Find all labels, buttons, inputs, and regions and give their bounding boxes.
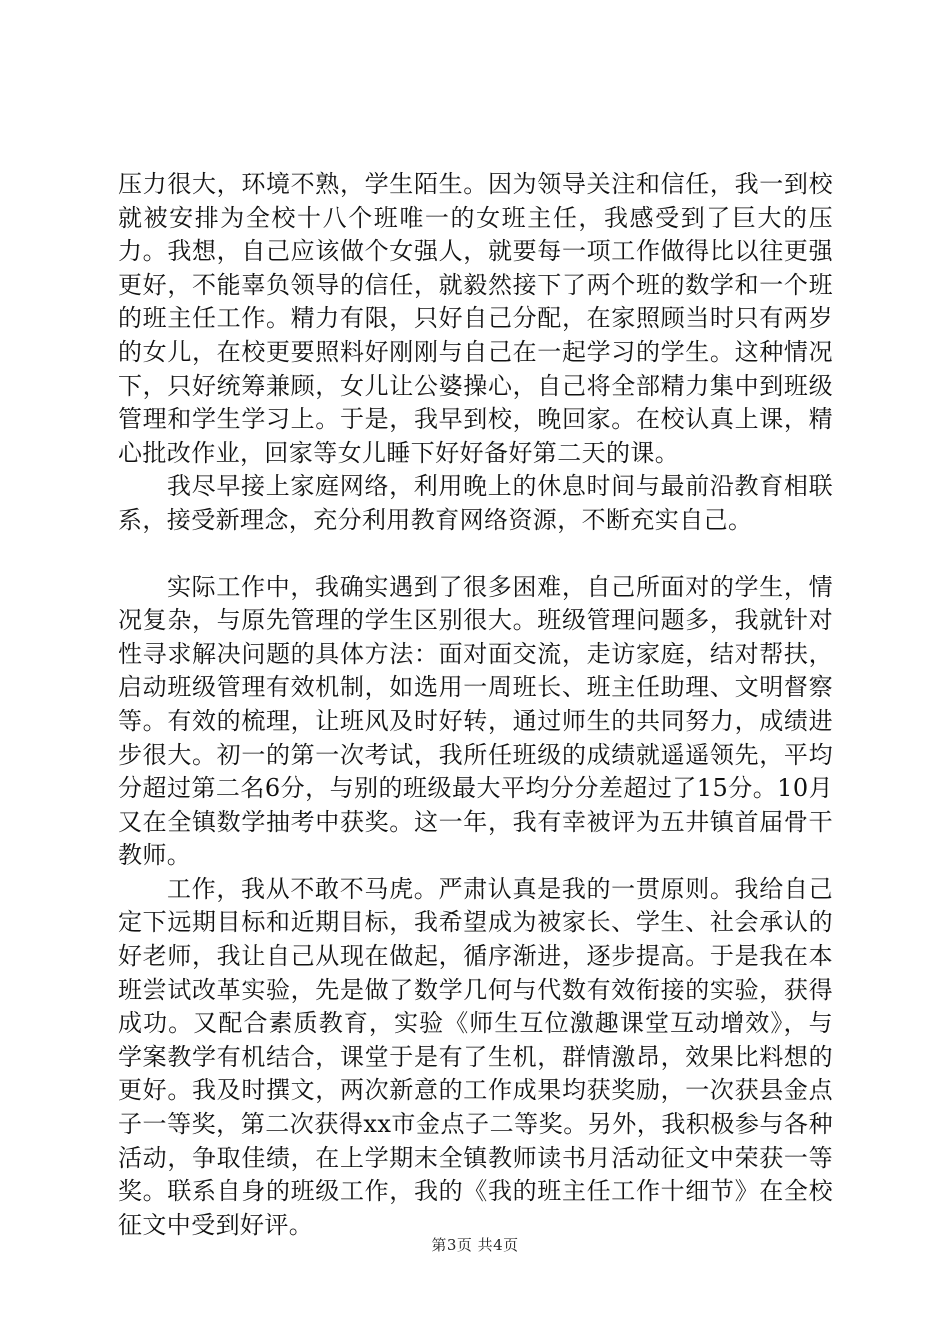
page-number-footer: 第3页 共4页 <box>431 1236 519 1254</box>
document-body <box>118 168 833 1242</box>
paragraph-pressure: 压力很大，环境不熟，学生陌生。因为领导关注和信任，我一到校就被安排为全校十八个班唯一的女班主任，我感受到了巨大的压力。我想，自己应该做个女强人，就要每一项工作做得比以往更强更好，不能辜负领导的信任，就毅然接下了两个班的数学和一个班的班主任工作。精力有限，只好自己分配，在家照顾当时只有两岁的女儿，在校更要照料好刚刚与自己在一起学习的学生。这种情况下，只好统筹兼顾，女儿让公婆操心，自己将全部精力集中到班级管理和学生学习上。于是，我早到校，晚回家。在校认真上课，精心批改作业，回家等女儿睡下好好备好第二天的课。 <box>118 170 833 467</box>
paragraph-spacer <box>118 538 833 571</box>
paragraph-work: 工作，我从不敢不马虎。严肃认真是我的一贯原则。我给自己定下远期目标和近期目标，我希望成为被家长、学生、社会承认的好老师，我让自己从现在做起，循序渐进，逐步提高。于是我在本班尝试改革实验，先是做了数学几何与代数有效衔接的实验，获得成功。又配合素质教育，实验《师生互位激趣课堂互动增效》，与学案教学有机结合，课堂于是有了生机，群情激昂，效果比料想的更好。我及时撰文，两次新意的工作成果均获奖励，一次获县金点子一等奖，第二次获得xx市金点子二等奖。另外，我积极参与各种活动，争取佳绩，在上学期末全镇教师读书月活动征文中荣获一等奖。联系自身的班级工作，我的《我的班主任工作十细节》在全校征文中受到好评。 <box>118 874 833 1239</box>
paragraph-network: 我尽早接上家庭网络，利用晚上的休息时间与最前沿教育相联系，接受新理念，充分利用教育网络资源，不断充实自己。 <box>118 472 833 534</box>
paragraph-practice: 实际工作中，我确实遇到了很多困难，自己所面对的学生，情况复杂，与原先管理的学生区别很大。班级管理问题多，我就针对性寻求解决问题的具体方法：面对面交流，走访家庭，结对帮扶，启动班级管理有效机制，如选用一周班长、班主任助理、文明督察等。有效的梳理，让班风及时好转，通过师生的共同努力，成绩进步很大。初一的第一次考试，我所任班级的成绩就遥遥领先，平均分超过第二名6分，与别的班级最大平均分分差超过了15分。10月又在全镇数学抽考中获奖。这一年，我有幸被评为五井镇首届骨干教师。 <box>118 572 833 870</box>
